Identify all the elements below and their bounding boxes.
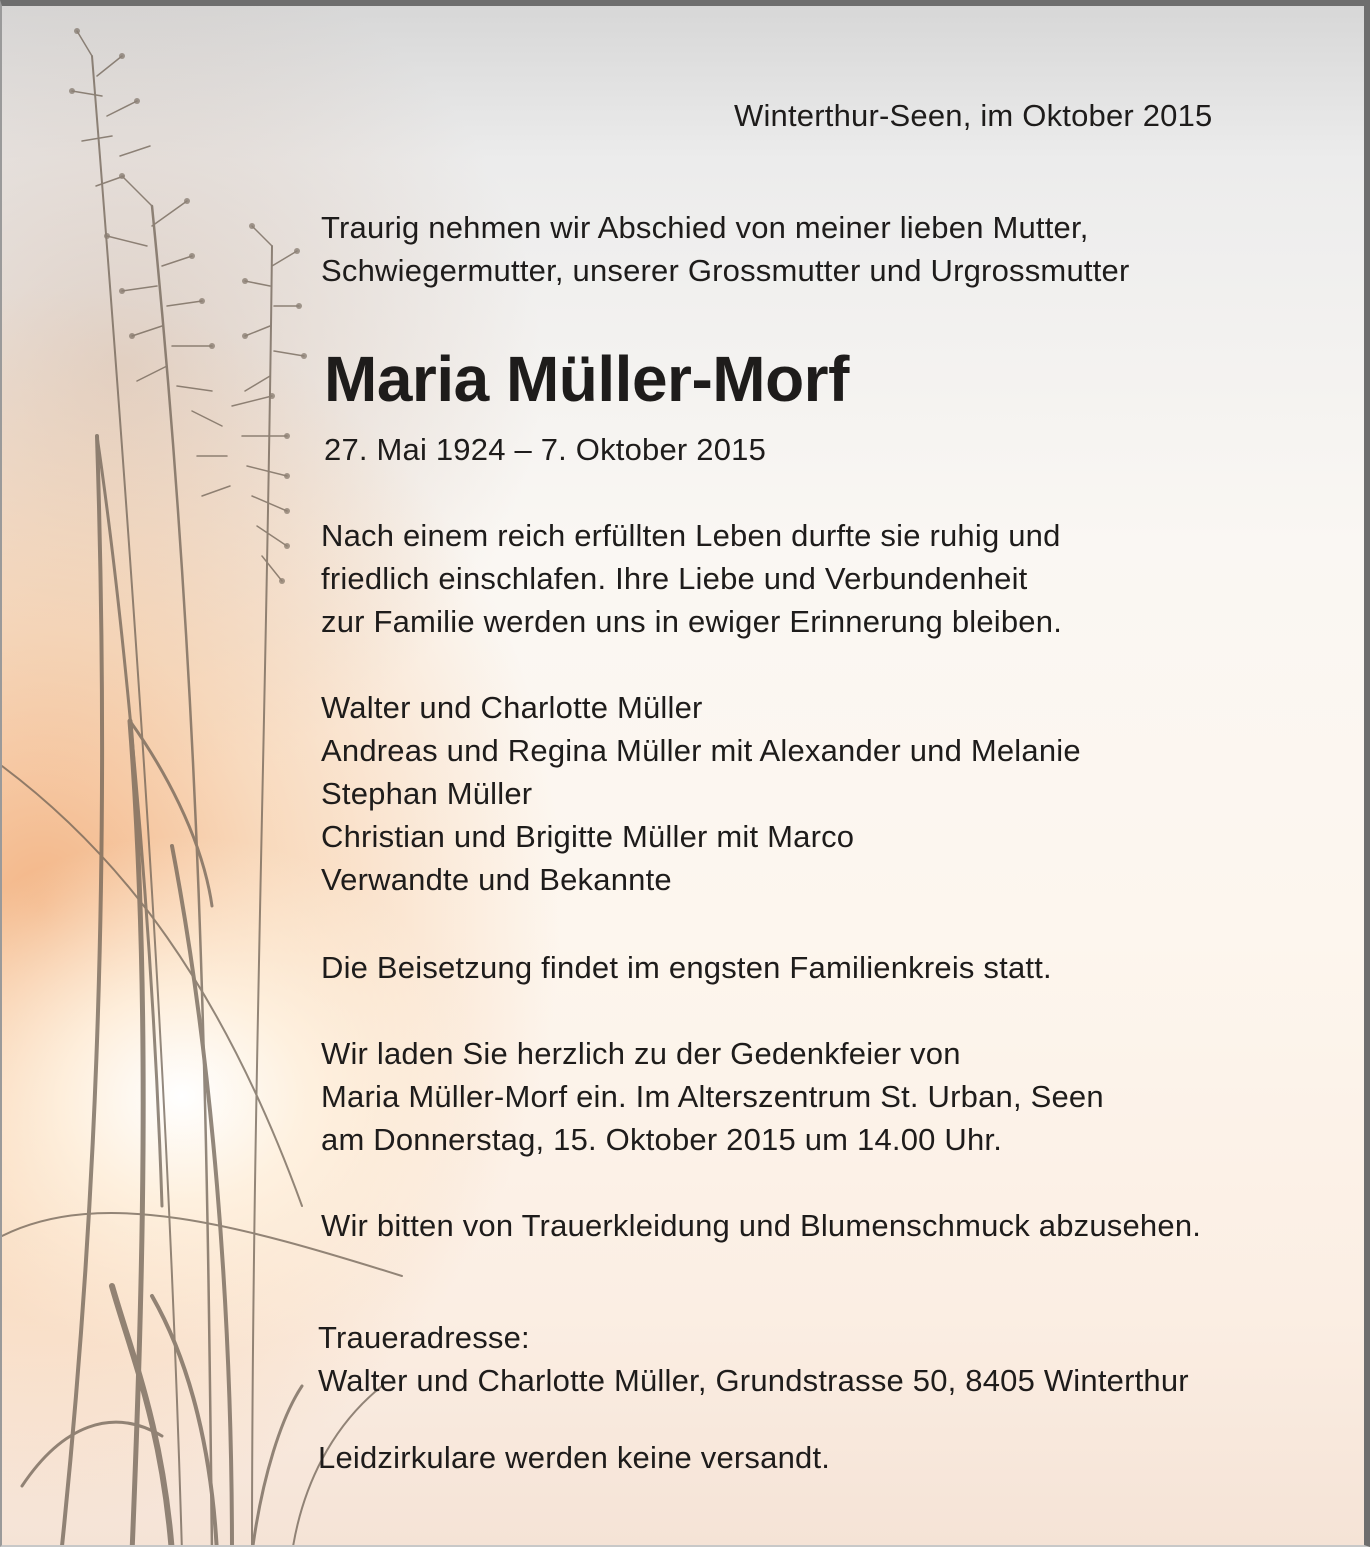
- circulars-note: Leidzirkulare werden keine versandt.: [318, 1440, 831, 1475]
- memorial-line: am Donnerstag, 15. Oktober 2015 um 14.00 Uhr.: [321, 1122, 1003, 1157]
- mourner-item: Verwandte und Bekannte: [321, 862, 672, 897]
- request-note: Wir bitten von Trauerkleidung und Blumenschmuck abzusehen.: [321, 1208, 1202, 1243]
- mourner-item: Christian und Brigitte Müller mit Marco: [321, 819, 855, 854]
- deceased-name: Maria Müller-Morf: [324, 343, 849, 415]
- mourning-address: [318, 1316, 1189, 1402]
- tribute-line: zur Familie werden uns in ewiger Erinnerung bleiben.: [321, 604, 1063, 639]
- tribute-line: friedlich einschlafen. Ihre Liebe und Verbundenheit: [321, 561, 1028, 596]
- intro-line: Traurig nehmen wir Abschied von meiner lieben Mutter,: [321, 210, 1089, 245]
- tribute-text: [321, 514, 1062, 643]
- tribute-line: Nach einem reich erfüllten Leben durfte sie ruhig und: [321, 518, 1061, 553]
- memorial-line: Wir laden Sie herzlich zu der Gedenkfeier von: [321, 1036, 961, 1071]
- burial-note: Die Beisetzung findet im engsten Familienkreis statt.: [321, 950, 1052, 985]
- mourners-list: [321, 686, 1081, 901]
- intro-text: [321, 206, 1129, 292]
- place-date: Winterthur-Seen, im Oktober 2015: [734, 98, 1213, 133]
- mourner-item: Walter und Charlotte Müller: [321, 690, 703, 725]
- address-label: Traueradresse:: [318, 1320, 530, 1355]
- memorial-invitation: [321, 1032, 1104, 1161]
- intro-line: Schwiegermutter, unserer Grossmutter und Urgrossmutter: [321, 253, 1130, 288]
- mourner-item: Stephan Müller: [321, 776, 533, 811]
- memorial-line: Maria Müller-Morf ein. Im Alterszentrum St. Urban, Seen: [321, 1079, 1104, 1114]
- mourner-item: Andreas und Regina Müller mit Alexander und Melanie: [321, 733, 1081, 768]
- address-value: Walter und Charlotte Müller, Grundstrasse 50, 8405 Winterthur: [318, 1363, 1189, 1398]
- life-dates: 27. Mai 1924 – 7. Oktober 2015: [324, 432, 767, 467]
